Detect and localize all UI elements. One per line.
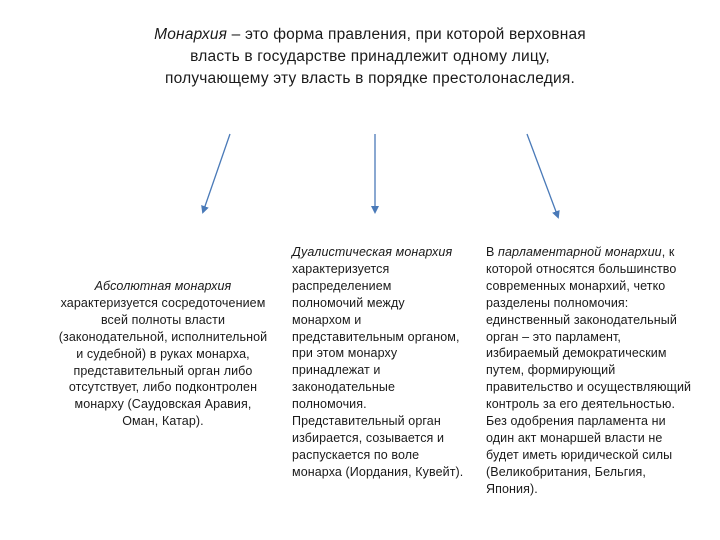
parliamentary-monarchy-text [486,244,692,498]
definition-body: – это форма правления, при которой верховная власть в государстве принадлежит одному лицу, получающему эту власть в порядке престолонаследия. [165,26,586,87]
arrow-left [203,134,230,212]
parliamentary-monarchy-body: , к которой относятся большинство современных монархий, четко разделены полномочия: единственный законодательный орган – это парламент, избираемый демократическим путем, формирующий правительство и осуществляющий контроль за его деятельностью. Без одобрения парламента ни один акт монаршей власти не будет иметь юридической силы (Великобритания, Бельгия, Япония). [486,245,692,496]
parliamentary-monarchy-prefix: В [486,245,499,259]
dualistic-monarchy-text [292,244,464,481]
arrow-right [527,134,558,217]
absolute-monarchy-body: характеризуется сосредоточением всей полноты власти (законодательной, исполнительной и судебной) в руках монарха, представительный орган либо отсутствует, либо подконтролен монарху (Саудовская Аравия, Оман, Катар). [58,295,268,429]
definition-term: Монархия [154,26,228,43]
absolute-monarchy-term: Абсолютная монархия [94,279,232,293]
absolute-monarchy-text [58,278,268,430]
parliamentary-monarchy-term: парламентарной монархии [498,245,662,259]
dualistic-monarchy-term: Дуалистическая монархия [292,245,453,259]
dualistic-monarchy-body: характеризуется распределением полномочий между монархом и представительным органом, при этом монарху принадлежат и законодательные полномочия. Представительный орган избирается, созывается и распускается по воле монарха (Иордания, Кувейт). [292,261,464,479]
